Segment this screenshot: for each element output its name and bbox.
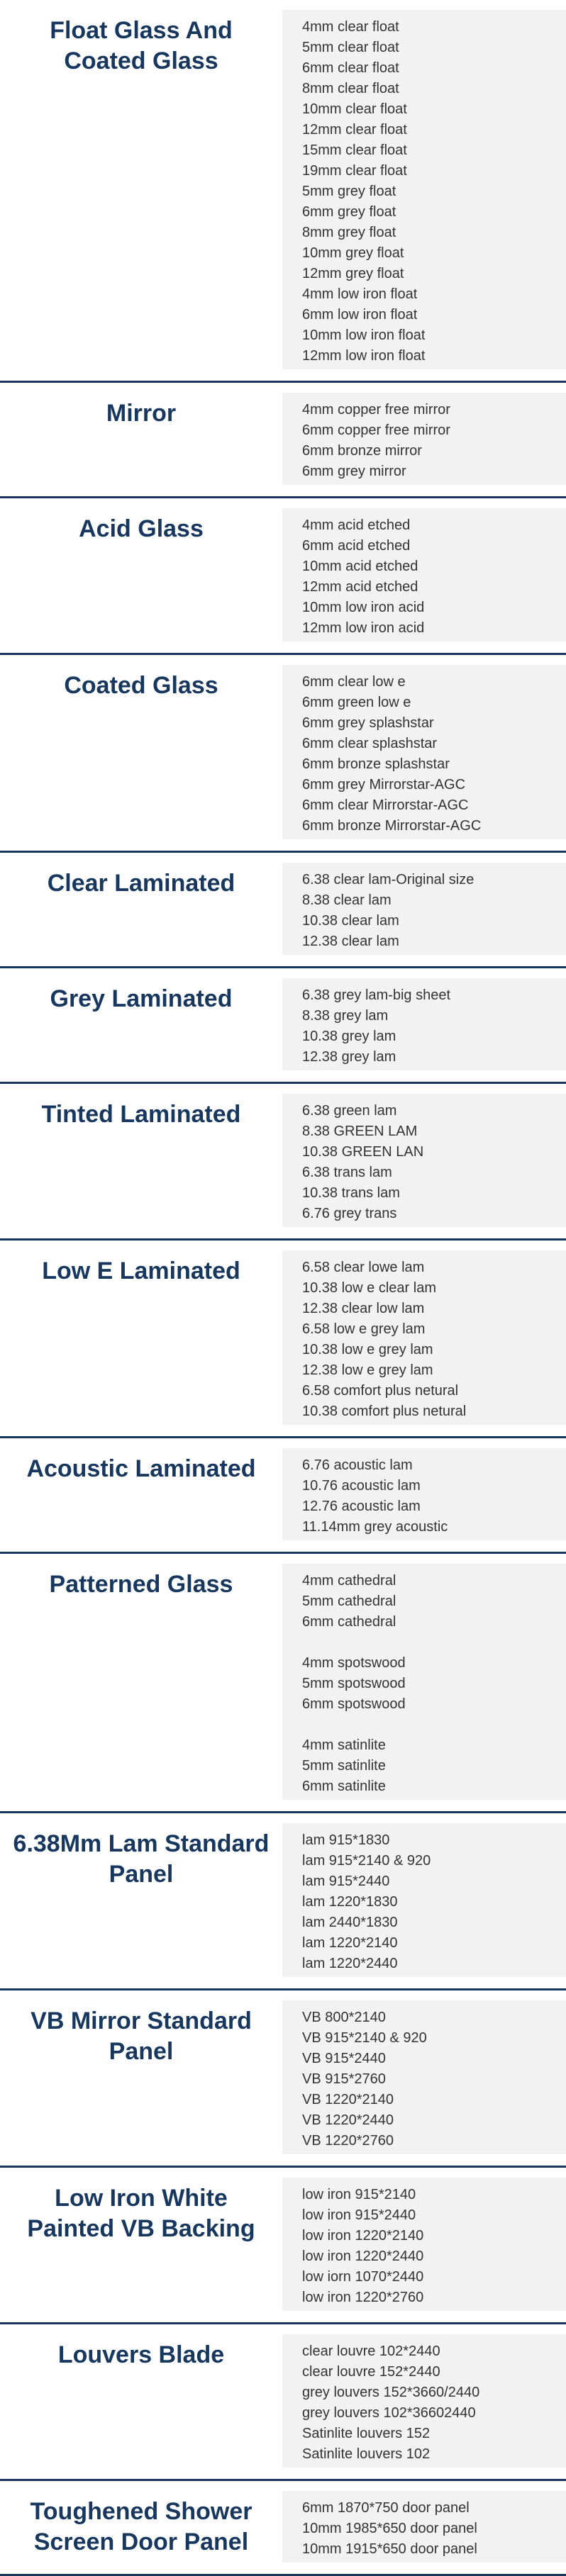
product-item: 12.76 acoustic lam (302, 1499, 421, 1514)
product-item: 12.38 grey lam (302, 1049, 396, 1065)
product-item: 6.76 acoustic lam (302, 1457, 413, 1473)
product-item: lam 1220*2140 (302, 1935, 398, 1951)
product-item: 6mm cathedral (302, 1614, 396, 1630)
category-title: Low E Laminated (42, 1258, 240, 1284)
product-item: grey louvers 102*36602440 (302, 2405, 476, 2421)
product-item: 12mm clear float (302, 122, 407, 138)
category-row (0, 2481, 566, 2576)
product-item: 10mm acid etched (302, 559, 418, 574)
product-item: 6mm bronze splashstar (302, 756, 450, 772)
product-item: 8mm grey float (302, 225, 396, 240)
product-item: 15mm clear float (302, 142, 407, 158)
product-item: low iron 1220*2440 (302, 2249, 424, 2264)
product-item: 4mm acid etched (302, 517, 411, 533)
product-item: 8.38 grey lam (302, 1008, 389, 1024)
category-row (0, 1990, 566, 2168)
category-items (282, 863, 566, 955)
product-item (302, 1715, 555, 1735)
category-row (0, 1813, 566, 1990)
category-row (0, 853, 566, 968)
product-item: 6mm green low e (302, 695, 411, 710)
category-title: Acoustic Laminated (26, 1455, 256, 1482)
product-item: 10.76 acoustic lam (302, 1478, 421, 1494)
product-item: 6mm bronze Mirrorstar-AGC (302, 818, 482, 834)
product-item: VB 1220*2440 (302, 2112, 394, 2128)
product-item: 4mm copper free mirror (302, 402, 450, 418)
category-items (282, 2178, 566, 2311)
product-item: 4mm spotswood (302, 1655, 406, 1671)
product-item: 6mm spotswood (302, 1696, 406, 1712)
category-items (282, 2000, 566, 2154)
category-title: Patterned Glass (49, 1571, 233, 1598)
product-item: 6mm acid etched (302, 538, 411, 554)
category-title: Mirror (106, 400, 177, 427)
product-item: 10mm 1985*650 door panel (302, 2521, 477, 2536)
category-title: Tinted Laminated (41, 1101, 241, 1128)
product-item: 10.38 low e grey lam (302, 1342, 433, 1357)
product-item: low iron 1220*2760 (302, 2290, 424, 2305)
product-item: 6.38 trans lam (302, 1165, 392, 1180)
product-item: 12.38 low e grey lam (302, 1362, 433, 1378)
category-title: Clear Laminated (47, 870, 235, 897)
product-item: lam 915*1830 (302, 1832, 390, 1848)
product-item: 6mm grey float (302, 204, 396, 220)
product-item: 6.38 grey lam-big sheet (302, 987, 451, 1003)
product-item: clear louvre 152*2440 (302, 2364, 440, 2380)
product-item: 6mm bronze mirror (302, 443, 422, 459)
product-item: 4mm cathedral (302, 1573, 396, 1589)
product-item: 11.14mm grey acoustic (302, 1519, 448, 1535)
product-item: 10mm grey float (302, 245, 404, 261)
category-items (282, 1094, 566, 1227)
product-item: low iron 1220*2140 (302, 2228, 424, 2244)
product-item: 6.38 clear lam-Original size (302, 872, 475, 887)
category-title: Low Iron White Painted VB Backing (27, 2185, 255, 2242)
category-items (282, 1448, 566, 1540)
product-item: 10.38 comfort plus netural (302, 1404, 467, 1419)
product-item: 6mm grey mirror (302, 464, 406, 479)
product-item: Satinlite louvers 102 (302, 2446, 431, 2462)
product-item: 10.38 clear lam (302, 913, 399, 929)
category-items (282, 2491, 566, 2563)
product-item: 12mm grey float (302, 266, 404, 281)
product-item: 6mm clear low e (302, 674, 406, 690)
category-title: Coated Glass (64, 672, 218, 699)
product-item: 5mm cathedral (302, 1594, 396, 1609)
category-title: Toughened Shower Screen Door Panel (30, 2498, 253, 2555)
category-row (0, 0, 566, 383)
product-item: 5mm clear float (302, 40, 399, 55)
product-item: 6mm satinlite (302, 1779, 386, 1794)
product-item: lam 915*2440 (302, 1874, 390, 1889)
product-item: 8mm clear float (302, 81, 399, 96)
product-item: 6mm low iron float (302, 307, 418, 323)
category-items (282, 978, 566, 1070)
product-item: low iron 915*2140 (302, 2187, 416, 2202)
category-title: 6.38Mm Lam Standard Panel (13, 1830, 270, 1888)
product-item: 6.58 clear lowe lam (302, 1260, 425, 1275)
product-item: 6mm clear float (302, 60, 399, 76)
product-item: 19mm clear float (302, 163, 407, 179)
category-row (0, 2324, 566, 2481)
product-item: VB 915*2760 (302, 2071, 386, 2087)
product-item: 5mm satinlite (302, 1758, 386, 1774)
product-item: low iorn 1070*2440 (302, 2269, 424, 2285)
product-item: VB 1220*2760 (302, 2133, 394, 2149)
category-row (0, 968, 566, 1084)
product-item: Satinlite louvers 152 (302, 2426, 431, 2441)
product-item: grey louvers 152*3660/2440 (302, 2385, 480, 2400)
product-item: 12mm acid etched (302, 579, 418, 595)
product-item: 5mm grey float (302, 184, 396, 199)
category-title: Float Glass And Coated Glass (50, 17, 233, 74)
product-item: lam 1220*2440 (302, 1956, 398, 1971)
product-item: 6mm clear splashstar (302, 736, 438, 751)
category-row (0, 1438, 566, 1554)
product-item: 4mm satinlite (302, 1737, 386, 1753)
product-item: lam 1220*1830 (302, 1894, 398, 1910)
product-item: 12mm low iron float (302, 348, 426, 364)
category-items (282, 665, 566, 839)
product-item: 12.38 clear low lam (302, 1301, 425, 1316)
product-item: 10mm low iron float (302, 327, 426, 343)
product-item: 12.38 clear lam (302, 934, 399, 949)
product-item: 8.38 GREEN LAM (302, 1124, 418, 1139)
product-item: 6mm clear Mirrorstar-AGC (302, 797, 469, 813)
category-title: Acid Glass (79, 515, 204, 542)
product-item: 10.38 low e clear lam (302, 1280, 436, 1296)
product-item: 4mm low iron float (302, 286, 418, 302)
product-item: 6.38 green lam (302, 1103, 397, 1119)
product-item: 6.58 comfort plus netural (302, 1383, 459, 1399)
category-title: Grey Laminated (50, 985, 233, 1012)
product-item: 6.76 grey trans (302, 1206, 397, 1221)
product-item: 6mm copper free mirror (302, 422, 450, 438)
product-item: 10mm clear float (302, 101, 407, 117)
product-item: 10.38 grey lam (302, 1029, 396, 1044)
product-item: 5mm spotswood (302, 1676, 406, 1691)
category-items (282, 10, 566, 369)
category-row (0, 383, 566, 498)
product-item: VB 1220*2140 (302, 2092, 394, 2107)
product-item: 12mm low iron acid (302, 620, 425, 636)
product-item: clear louvre 102*2440 (302, 2343, 440, 2359)
product-item: 6.58 low e grey lam (302, 1321, 426, 1337)
product-item: 10mm low iron acid (302, 600, 425, 615)
category-items (282, 2334, 566, 2468)
category-row (0, 498, 566, 655)
category-row (0, 1554, 566, 1813)
product-item: 4mm clear float (302, 19, 399, 35)
product-item: 8.38 clear lam (302, 892, 392, 908)
product-item: 6mm 1870*750 door panel (302, 2500, 470, 2516)
category-items (282, 393, 566, 485)
category-items (282, 1823, 566, 1977)
category-row (0, 655, 566, 853)
product-item (302, 1633, 555, 1653)
product-item: lam 915*2140 & 920 (302, 1853, 431, 1869)
category-title: Louvers Blade (57, 2341, 225, 2368)
category-items (282, 1250, 566, 1425)
category-items (282, 508, 566, 642)
product-item: low iron 915*2440 (302, 2207, 416, 2223)
product-item: 6mm grey splashstar (302, 715, 434, 731)
product-item: 10mm 1915*650 door panel (302, 2541, 477, 2557)
category-row (0, 1084, 566, 1241)
product-item: 10.38 trans lam (302, 1185, 400, 1201)
product-item: lam 2440*1830 (302, 1915, 398, 1930)
product-item: 10.38 GREEN LAN (302, 1144, 424, 1160)
product-item: VB 915*2140 & 920 (302, 2030, 427, 2046)
product-item: VB 800*2140 (302, 2010, 386, 2025)
product-item: 6mm grey Mirrorstar-AGC (302, 777, 466, 793)
category-row (0, 2168, 566, 2324)
category-row (0, 1241, 566, 1438)
product-item: VB 915*2440 (302, 2051, 386, 2066)
category-items (282, 1564, 566, 1800)
category-title: VB Mirror Standard Panel (30, 2007, 252, 2065)
